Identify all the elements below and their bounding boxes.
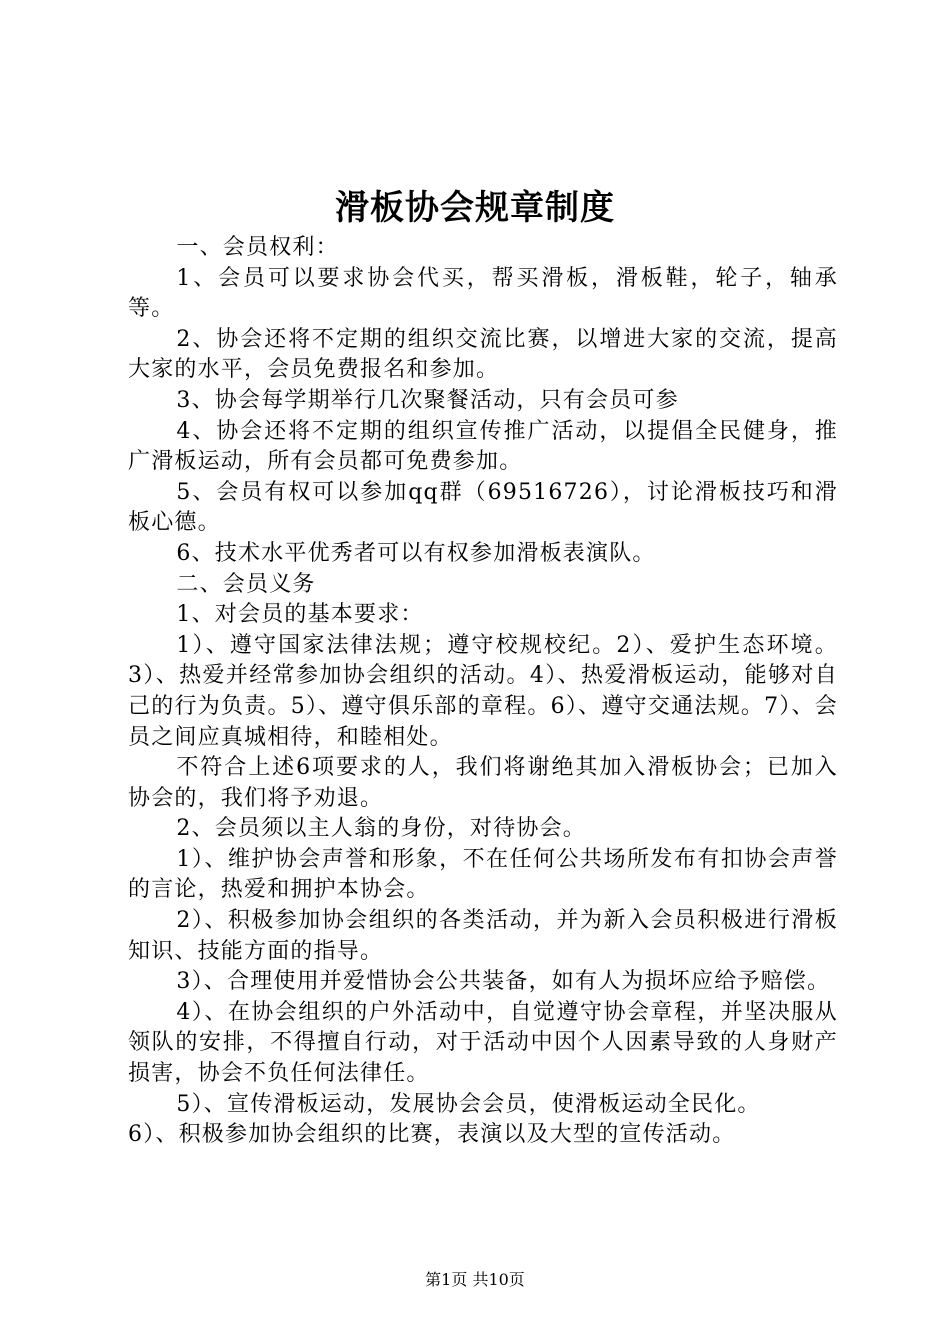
paragraph: 2）、积极参加协会组织的各类活动，并为新入会员积极进行滑板知识、技能方面的指导。 [128,908,838,964]
paragraph: 不符合上述6项要求的人，我们将谢绝其加入滑板协会；已加入协会的，我们将予劝退。 [128,755,838,811]
section-heading-duties: 二、会员义务 [176,571,316,597]
paragraph: 1、会员可以要求协会代买，帮买滑板，滑板鞋，轮子，轴承等。 [128,265,838,322]
document-body [128,233,838,1151]
paragraph: 3）、合理使用并爱惜协会公共装备，如有人为损坏应给予赔偿。 [176,969,831,995]
paragraph: 5、会员有权可以参加qq群（69516726），讨论滑板技巧和滑板心德。 [128,479,838,536]
document-title: 滑板协会规章制度 [335,188,615,228]
paragraph: 4、协会还将不定期的组织宣传推广活动，以提倡全民健身，推广滑板运动，所有会员都可免费参加。 [128,418,838,475]
paragraph: 1、对会员的基本要求： [176,602,424,628]
paragraph: 2、协会还将不定期的组织交流比赛，以增进大家的交流，提高大家的水平，会员免费报名和参加。 [128,326,838,383]
paragraph: 6）、积极参加协会组织的比赛，表演以及大型的宣传活动。 [128,1122,736,1148]
paragraph: 5）、宣传滑板运动，发展协会会员，使滑板运动全民化。 [176,1091,761,1117]
section-heading-rights: 一、会员权利： [176,235,339,260]
paragraph: 6、技术水平优秀者可以有权参加滑板表演队。 [176,540,656,566]
paragraph: 3、协会每学期举行几次聚餐活动，只有会员可参 [176,387,679,413]
page-footer: 第1页 共10页 [425,1270,525,1289]
paragraph: 2、会员须以主人翁的身份，对待协会。 [176,816,586,842]
paragraph: 4）、在协会组织的户外活动中，自觉遵守协会章程，并坚决服从领队的安排，不得擅自行动，对于活动中因个人因素导致的人身财产损害，协会不负任何法律任。 [128,999,838,1087]
paragraph: 1）、维护协会声誉和形象，不在任何公共场所发布有扣协会声誉的言论，热爱和拥护本协会。 [128,846,838,903]
paragraph: 1）、遵守国家法律法规；遵守校规校纪。2）、爱护生态环境。3）、热爱并经常参加协会组织的活动。4）、热爱滑板运动，能够对自己的行为负责。5）、遵守俱乐部的章程。6）、遵守交通法规。7）、会员之间应真城相待，和睦相处。 [128,632,838,750]
